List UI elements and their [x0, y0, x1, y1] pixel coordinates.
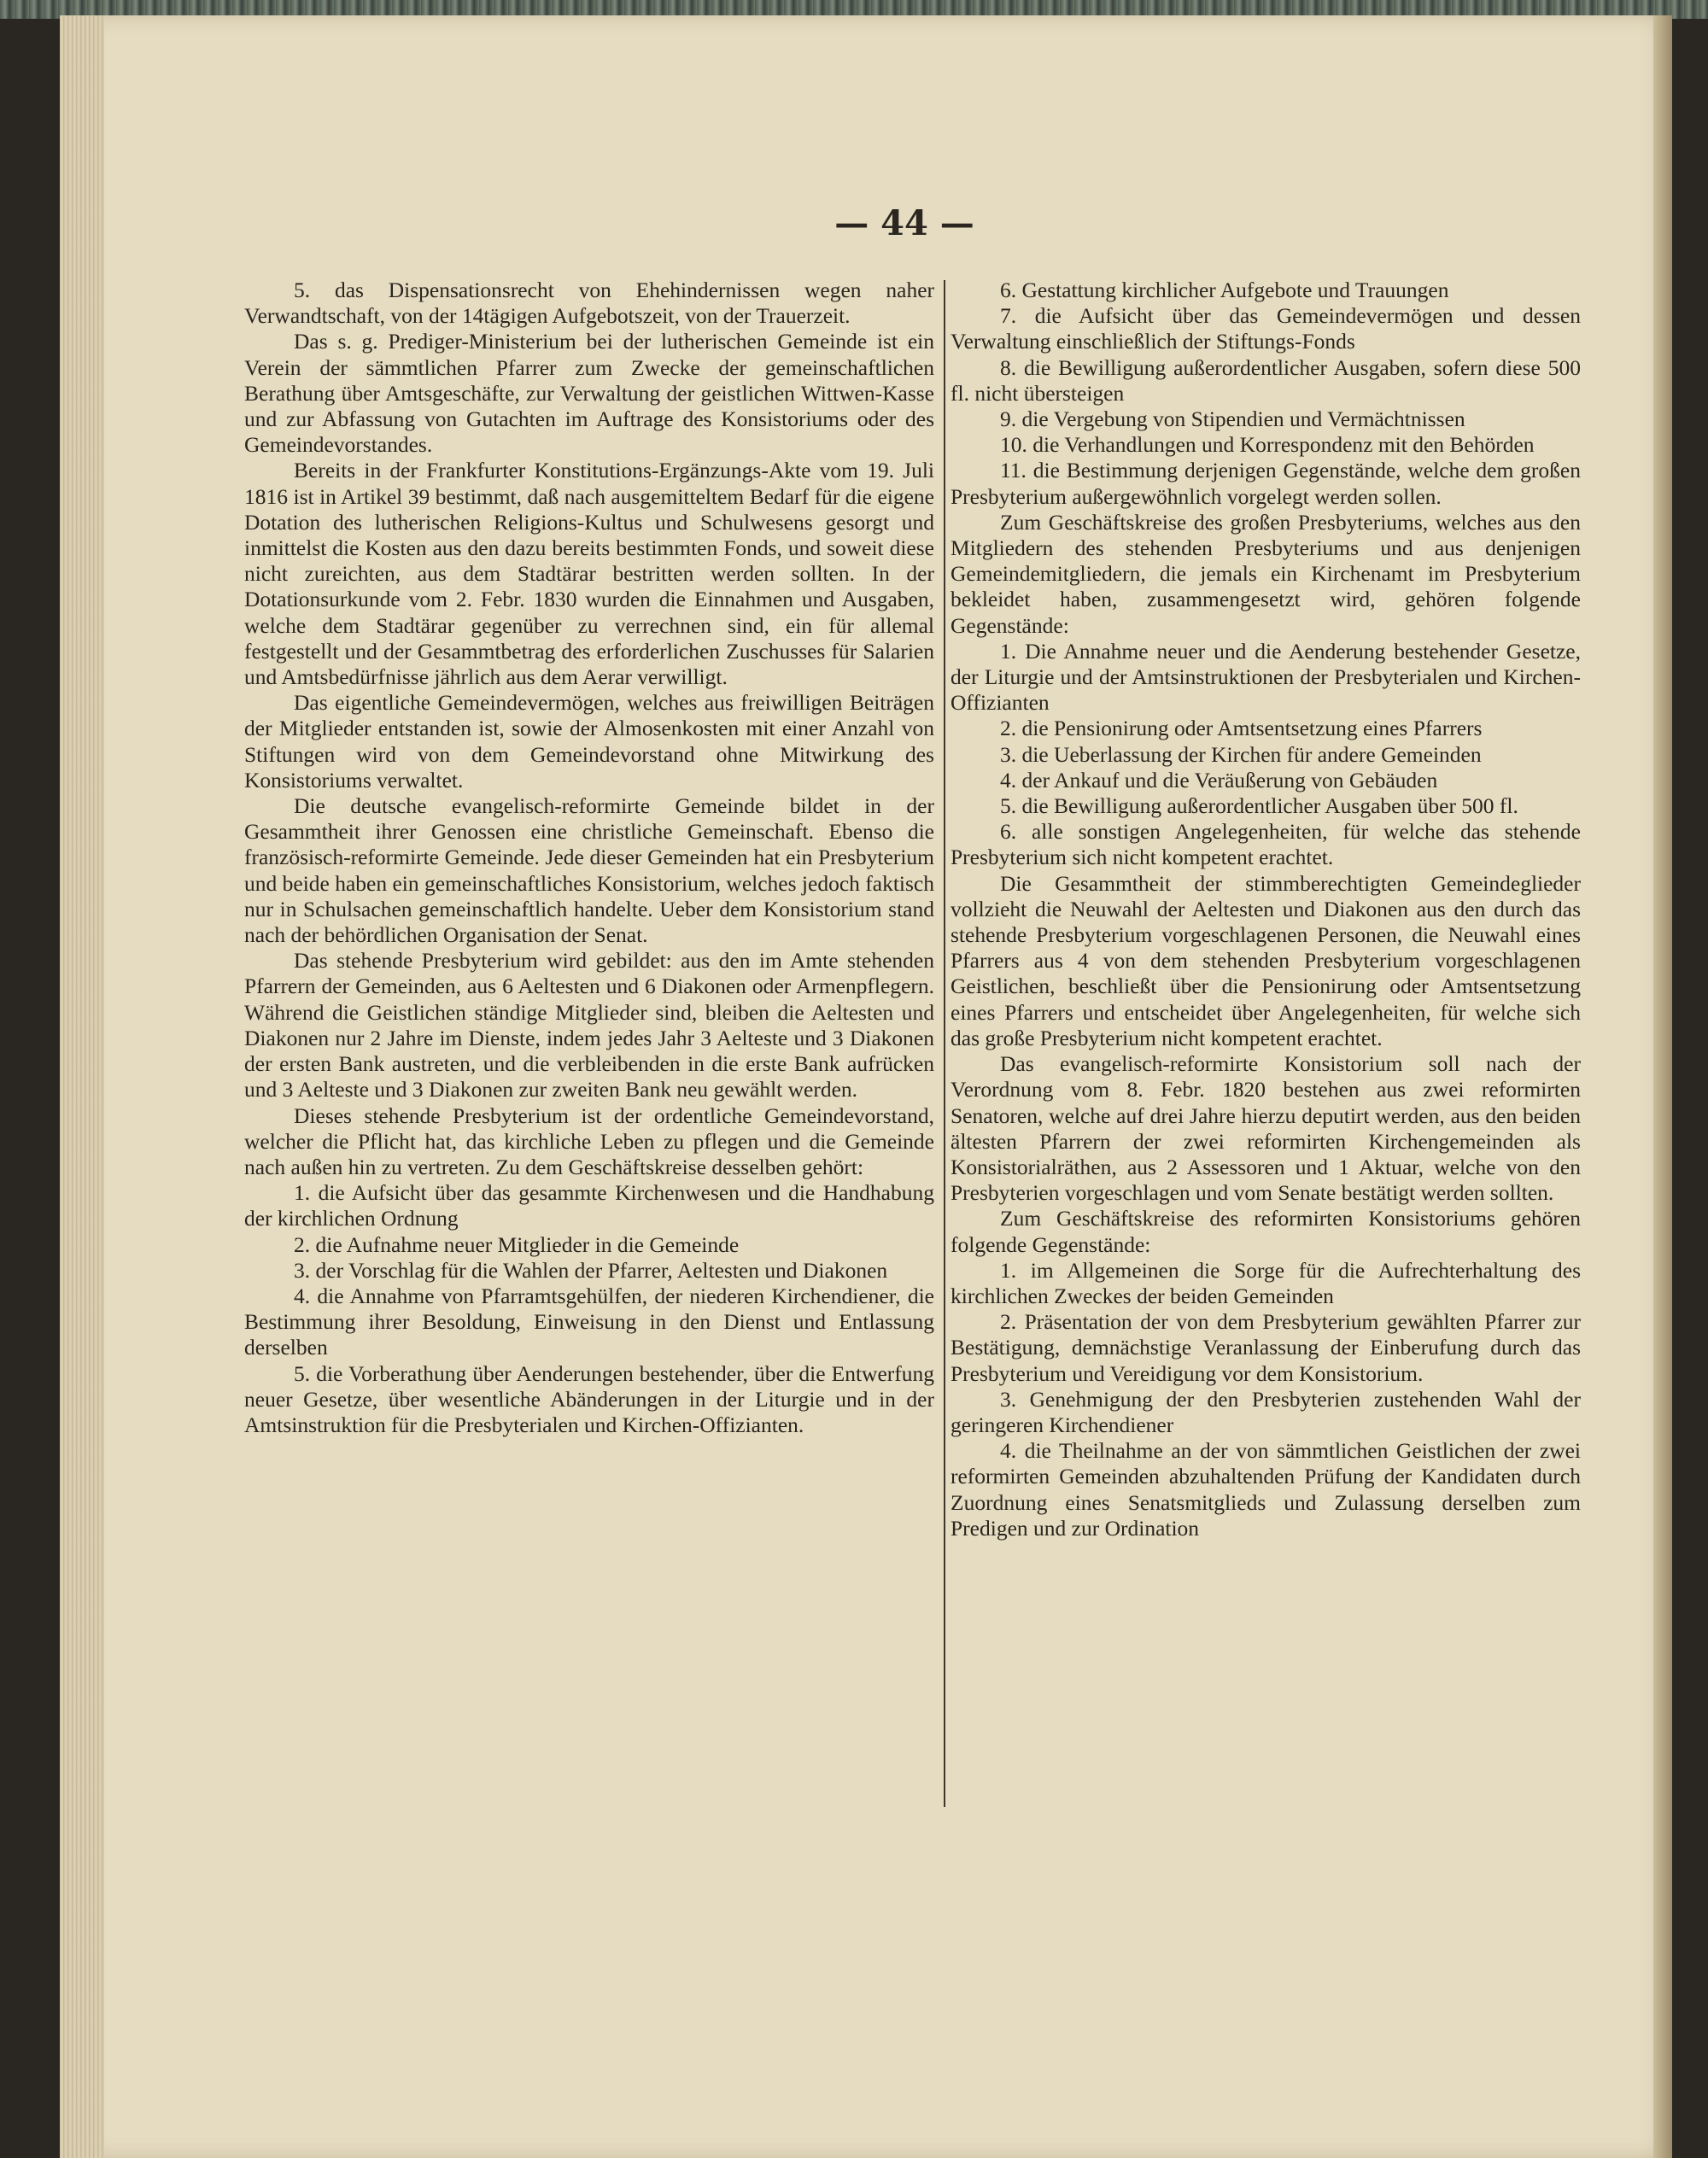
page-stack-edge: [60, 15, 104, 2158]
list-item: 2. die Pensionirung oder Amtsentsetzung eines Pfarrers: [1000, 716, 1483, 741]
paragraph: Zum Geschäftskreise des reformirten Konsistoriums gehören folgende Gegenstände:: [951, 1206, 1581, 1257]
list-item: 2. die Aufnahme neuer Mitglieder in die Gemeinde: [294, 1231, 740, 1257]
list-item: 4. die Annahme von Pfarramtsgehülfen, der niederen Kirchendiener, die Bestimmung ihrer Besoldung, Einweisung in den Dienst und Entlassung derselben: [244, 1283, 934, 1360]
paragraph: Das stehende Presbyterium wird gebildet: aus den im Amte stehenden Pfarrern der Gemeinden, aus 6 Aeltesten und 6 Diakonen oder Armenpflegern. Während die Geistlichen ständige Mitglieder sind, bleiben die Aeltesten und Diakonen nur 2 Jahre im Dienste, indem jedes Jahr 3 Aelteste und 3 Diakonen der ersten Bank austreten, und die verbleibenden in die erste Bank aufrücken und 3 Aelteste und 3 Diakonen zur zweiten Bank neu gewählt werden.: [244, 948, 934, 1102]
right-text-column: [951, 278, 1581, 1541]
list-item: 10. die Verhandlungen und Korrespondenz mit den Behörden: [1000, 432, 1535, 458]
paragraph: Das eigentliche Gemeindevermögen, welches aus freiwilligen Beiträgen der Mitglieder entstanden ist, sowie der Almosenkosten mit einer Anzahl von Stiftungen wird von dem Gemeindevorstand ohne Mitwirkung des Konsistoriums verwaltet.: [244, 690, 934, 792]
list-item: 4. die Theilnahme an der von sämmtlichen Geistlichen der zwei reformirten Gemeinden abzuhaltenden Prüfung der Kandidaten durch Zuordnung eines Senatsmitglieds und Zulassung derselben zum Predigen und zur Ordination: [951, 1438, 1581, 1541]
list-item: 11. die Bestimmung derjenigen Gegenstände, welche dem großen Presbyterium außergewöhnlich vorgelegt werden sollen.: [951, 458, 1581, 509]
list-item: 5. die Bewilligung außerordentlicher Ausgaben über 500 fl.: [1000, 793, 1518, 819]
list-item: 6. Gestattung kirchlicher Aufgebote und Trauungen: [1000, 278, 1449, 302]
list-item: 6. alle sonstigen Angelegenheiten, für welche das stehende Presbyterium sich nicht kompetent erachtet.: [951, 819, 1581, 870]
paragraph: Dieses stehende Presbyterium ist der ordentliche Gemeindevorstand, welcher die Pflicht hat, das kirchliche Leben zu pflegen und die Gemeinde nach außen hin zu vertreten. Zu dem Geschäftskreise desselben gehört:: [244, 1102, 934, 1179]
column-divider: [944, 280, 945, 1807]
paragraph: Das s. g. Prediger-Ministerium bei der lutherischen Gemeinde ist ein Verein der sämmtlichen Pfarrer zum Zwecke der gemeinschaftlichen Berathung über Amtsgeschäfte, zur Verwaltung der geistlichen Wittwen-Kasse und zur Abfassung von Gutachten im Auftrage des Konsistoriums oder des Gemeindevorstandes.: [244, 329, 934, 458]
paragraph: 5. das Dispensationsrecht von Ehehindernissen wegen naher Verwandtschaft, von der 14tägigen Aufgebotszeit, von der Trauerzeit.: [244, 278, 934, 329]
list-item: 9. die Vergebung von Stipendien und Vermächtnissen: [1000, 406, 1465, 432]
list-item: 4. der Ankauf und die Veräußerung von Gebäuden: [1000, 767, 1438, 792]
list-item: 7. die Aufsicht über das Gemeindevermögen und dessen Verwaltung einschließlich der Stiftungs-Fonds: [951, 303, 1581, 354]
page-number-header: — 44 —: [834, 203, 974, 243]
list-item: 1. im Allgemeinen die Sorge für die Aufrechterhaltung des kirchlichen Zweckes der beiden Gemeinden: [951, 1257, 1581, 1308]
page-gutter-shadow: [1653, 15, 1672, 2158]
list-item: 8. die Bewilligung außerordentlicher Ausgaben, sofern diese 500 fl. nicht übersteigen: [951, 354, 1581, 406]
paragraph: Die Gesammtheit der stimmberechtigten Gemeindeglieder vollzieht die Neuwahl der Aeltesten und Diakonen aus den durch das stehende Presbyterium vorgeschlagenen Personen, die Neuwahl eines Pfarrers aus 4 von dem stehenden Presbyterium vorgeschlagenen Geistlichen, beschließt über die Pensionirung oder Amtsentsetzung eines Pfarrers und entscheidet über Angelegenheiten, für welche sich das große Presbyterium nicht kompetent erachtet.: [951, 870, 1581, 1050]
left-text-column: [244, 278, 934, 1438]
paragraph: Die deutsche evangelisch-reformirte Gemeinde bildet in der Gesammtheit ihrer Genossen eine christliche Gemeinschaft. Ebenso die französisch-reformirte Gemeinde. Jede dieser Gemeinden hat ein Presbyterium und beide haben ein gemeinschaftliches Konsistorium, welches jedoch faktisch nur in Schulsachen gemeinschaftlich handelte. Ueber dem Konsistorium stand nach der behördlichen Organisation der Senat.: [244, 793, 934, 948]
list-item: 3. die Ueberlassung der Kirchen für andere Gemeinden: [1000, 741, 1482, 767]
list-item: 3. Genehmigung der den Presbyterien zustehenden Wahl der geringeren Kirchendiener: [951, 1386, 1581, 1437]
list-item: 1. die Aufsicht über das gesammte Kirchenwesen und die Handhabung der kirchlichen Ordnung: [244, 1180, 934, 1231]
list-item: 3. der Vorschlag für die Wahlen der Pfarrer, Aeltesten und Diakonen: [294, 1257, 888, 1283]
list-item: 5. die Vorberathung über Aenderungen bestehender, über die Entwerfung neuer Gesetze, über wesentliche Abänderungen in der Liturgie und in der Amtsinstruktion für die Presbyterialen und Kirchen-Offizianten.: [244, 1360, 934, 1437]
list-item: 1. Die Annahme neuer und die Aenderung bestehender Gesetze, der Liturgie und der Amtsinstruktionen der Presbyterialen und Kirchen-Offizianten: [951, 638, 1581, 716]
paragraph: Zum Geschäftskreise des großen Presbyteriums, welches aus den Mitgliedern des stehenden Presbyteriums und aus denjenigen Gemeindemitgliedern, die jemals ein Kirchenamt im Presbyterium bekleidet haben, zusammengesetzt wird, gehören folgende Gegenstände:: [951, 509, 1581, 638]
paragraph: Das evangelisch-reformirte Konsistorium soll nach der Verordnung vom 8. Febr. 1820 bestehen aus zwei reformirten Senatoren, welche auf drei Jahre hierzu deputirt werden, aus den beiden ältesten Pfarrern der zwei reformirten Kirchengemeinden als Konsistorialräthen, aus 2 Assessoren und 1 Aktuar, welche von den Presbyterien vorgeschlagen und vom Senate bestätigt werden sollten.: [951, 1051, 1581, 1206]
list-item: 2. Präsentation der von dem Presbyterium gewählten Pfarrer zur Bestätigung, demnächstige Veranlassung der Einberufung durch das Presbyterium und Vereidigung vor dem Konsistorium.: [951, 1309, 1581, 1386]
paragraph: Bereits in der Frankfurter Konstitutions-Ergänzungs-Akte vom 19. Juli 1816 ist in Artikel 39 bestimmt, daß nach ausgemitteltem Bedarf für die eigene Dotation des lutherischen Religions-Kultus und Schulwesens gesorgt und inmittelst die Kosten aus den dazu bereits bestimmten Fonds, und soweit diese nicht zureichten, aus dem Stadtärar bestritten werden sollten. In der Dotationsurkunde vom 2. Febr. 1830 wurden die Einnahmen und Ausgaben, welche dem Stadtärar gegenüber zu verrechnen sind, ein für allemal festgestellt und der Gesammtbetrag des erforderlichen Zuschusses für Salarien und Amtsbedürfnisse jährlich aus dem Aerar verwilligt.: [244, 458, 934, 690]
